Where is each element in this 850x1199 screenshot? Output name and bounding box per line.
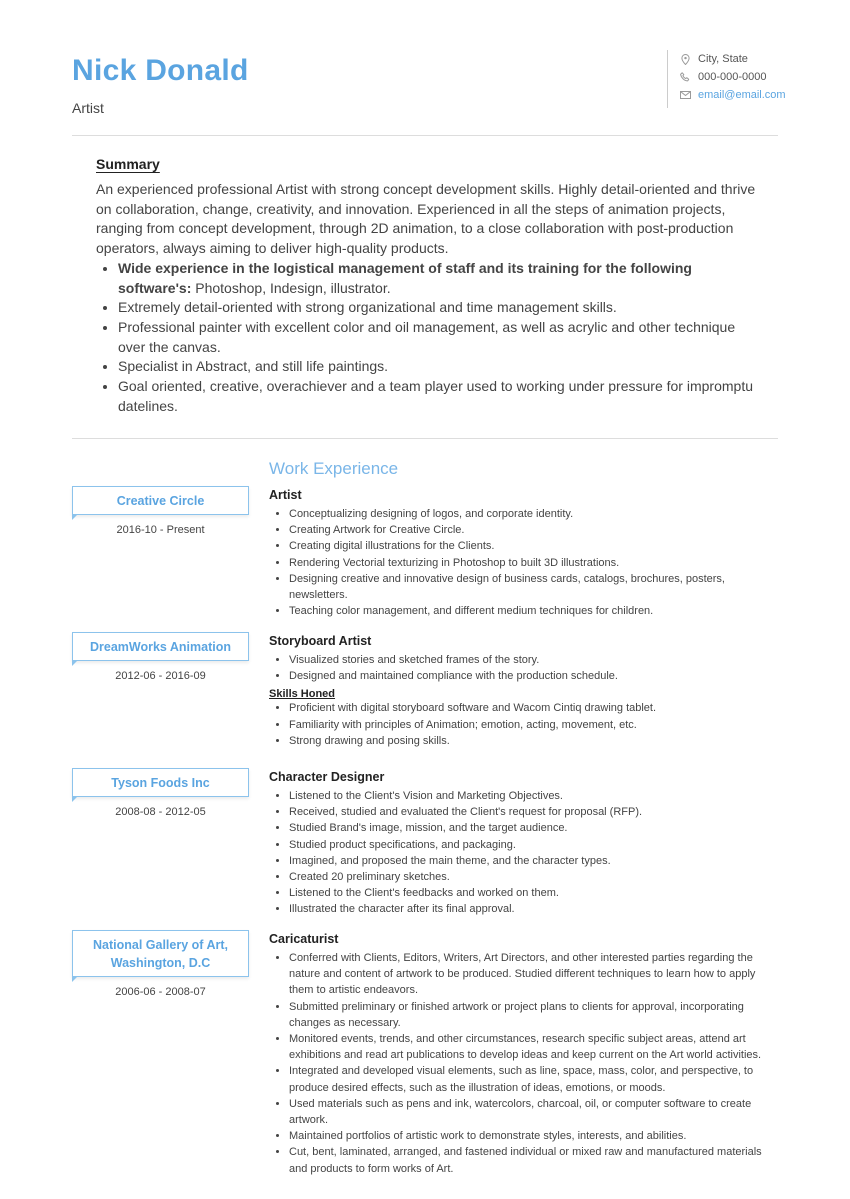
summary-paragraph: An experienced professional Artist with strong concept development skills. Highly detail-oriented and thrive on collaboration, change, creativity, and innovation. Experienced in all the steps of animation projects, ranging from concept development, through 2D animation, to a close collaboration with post-production operators, always aiming to deliver high-quality products. — [96, 181, 756, 257]
summary-divider — [72, 438, 778, 439]
skills-honed-heading: Skills Honed — [269, 688, 336, 701]
skill-item: • Familiarity with principles of Animation; emotion, acting, movement, etc. — [289, 717, 779, 733]
company-name: Tyson Foods Inc — [111, 775, 210, 790]
job-dates: 2006-06 - 2008-07 — [115, 986, 206, 998]
job-entry — [269, 770, 779, 918]
job-title: Character Designer — [269, 770, 385, 784]
job-duty: • Creating digital illustrations for the Clients. — [289, 538, 779, 554]
company-card — [72, 486, 249, 515]
job-duties — [269, 950, 779, 1177]
job-dates: 2008-08 - 2012-05 — [115, 806, 206, 818]
job-duty: • Submitted preliminary or finished artwork or project plans to clients for approval, incorporating changes as necessary. — [289, 999, 779, 1031]
skill-item: • Strong drawing and posing skills. — [289, 733, 779, 749]
job-duty: • Listened to the Client's feedbacks and worked on them. — [289, 885, 779, 901]
summary-item: • Specialist in Abstract, and still life paintings. — [118, 357, 756, 377]
summary-list — [96, 259, 756, 417]
job-title: Artist — [269, 488, 302, 502]
location-pin-icon — [678, 54, 692, 65]
candidate-name: Nick Donald — [72, 54, 249, 87]
phone-icon — [678, 72, 692, 82]
job-duty: • Maintained portfolios of artistic work to demonstrate styles, interests, and abilities. — [289, 1128, 779, 1144]
company-name: National Gallery of Art, Washington, D.C — [93, 937, 228, 970]
job-duty: • Used materials such as pens and ink, watercolors, charcoal, oil, or computer software to create artwork. — [289, 1096, 779, 1128]
job-duty: • Cut, bent, laminated, arranged, and fastened individual or mixed raw and manufactured materials and products to form works of Art. — [289, 1144, 779, 1176]
summary-item: • Professional painter with excellent color and oil management, as well as acrylic and other technique over the canvas. — [118, 318, 756, 357]
job-duty: • Visualized stories and sketched frames of the story. — [289, 652, 779, 668]
summary-section — [96, 156, 756, 416]
job-entry — [269, 488, 779, 619]
job-duty: • Designing creative and innovative design of business cards, catalogs, brochures, posters, newsletters. — [289, 571, 779, 603]
job-title: Caricaturist — [269, 932, 339, 946]
job-entry — [269, 634, 779, 749]
summary-item — [118, 259, 756, 298]
job-duty: • Conferred with Clients, Editors, Writers, Art Directors, and other interested parties regarding the nature and content of artwork to be produced. Studied different techniques to learn how to apply them to artistic endeavors. — [289, 950, 779, 999]
summary-item: • Extremely detail-oriented with strong organizational and time management skills. — [118, 298, 756, 318]
job-dates: 2012-06 - 2016-09 — [115, 670, 206, 682]
skill-item: • Proficient with digital storyboard software and Wacom Cintiq drawing tablet. — [289, 700, 779, 716]
job-duty: • Integrated and developed visual elements, such as line, space, mass, color, and perspective, to produce desired effects, such as the illustration of ideas, emotions, or moods. — [289, 1063, 779, 1095]
company-name: Creative Circle — [116, 493, 205, 508]
job-duty: • Listened to the Client's Vision and Marketing Objectives. — [289, 788, 779, 804]
summary-item: • Goal oriented, creative, overachiever and a team player used to working under pressure for impromptu datelines. — [118, 377, 756, 416]
company-card — [72, 930, 249, 977]
summary-item-bold: Wide experience in the logistical management of staff and its training for the following software's: — [118, 259, 692, 296]
contact-info — [667, 50, 786, 108]
job-duties — [269, 652, 779, 684]
job-duty: • Studied product specifications, and packaging. — [289, 837, 779, 853]
company-card — [72, 768, 249, 797]
summary-item-rest: Photoshop, Indesign, illustrator. — [191, 279, 391, 296]
email-link[interactable]: email@email.com — [698, 89, 786, 101]
job-duty: • Creating Artwork for Creative Circle. — [289, 522, 779, 538]
job-duties — [269, 506, 779, 619]
job-duty: • Monitored events, trends, and other circumstances, research specific subject areas, attend art exhibitions and read art publications to develop ideas and keep current on the Art world activities. — [289, 1031, 779, 1063]
company-name: DreamWorks Animation — [89, 639, 231, 654]
contact-email[interactable] — [678, 86, 786, 104]
phone-text: 000-000-0000 — [698, 71, 767, 83]
job-duty: • Conceptualizing designing of logos, and corporate identity. — [289, 506, 779, 522]
summary-heading: Summary — [96, 156, 160, 172]
job-title: Storyboard Artist — [269, 634, 372, 648]
job-dates: 2016-10 - Present — [116, 524, 205, 536]
contact-phone — [678, 68, 786, 86]
candidate-role: Artist — [72, 100, 104, 116]
location-text: City, State — [698, 53, 748, 65]
job-duty: • Teaching color management, and different medium techniques for children. — [289, 603, 779, 619]
job-duties — [269, 788, 779, 918]
job-duty: • Designed and maintained compliance with the production schedule. — [289, 668, 779, 684]
job-duty: • Rendering Vectorial texturizing in Photoshop to built 3D illustrations. — [289, 555, 779, 571]
job-duty: • Studied Brand's image, mission, and the target audience. — [289, 820, 779, 836]
job-duty: • Received, studied and evaluated the Client's request for proposal (RFP). — [289, 804, 779, 820]
job-duty: • Illustrated the character after its final approval. — [289, 901, 779, 917]
envelope-icon — [678, 91, 692, 99]
contact-location — [678, 50, 786, 68]
job-duty: • Created 20 preliminary sketches. — [289, 869, 779, 885]
company-card — [72, 632, 249, 661]
work-experience-heading: Work Experience — [269, 459, 399, 478]
header-divider — [72, 135, 778, 136]
job-duty: • Imagined, and proposed the main theme, and the character types. — [289, 853, 779, 869]
job-entry — [269, 932, 779, 1177]
skills-honed-list — [269, 700, 779, 749]
